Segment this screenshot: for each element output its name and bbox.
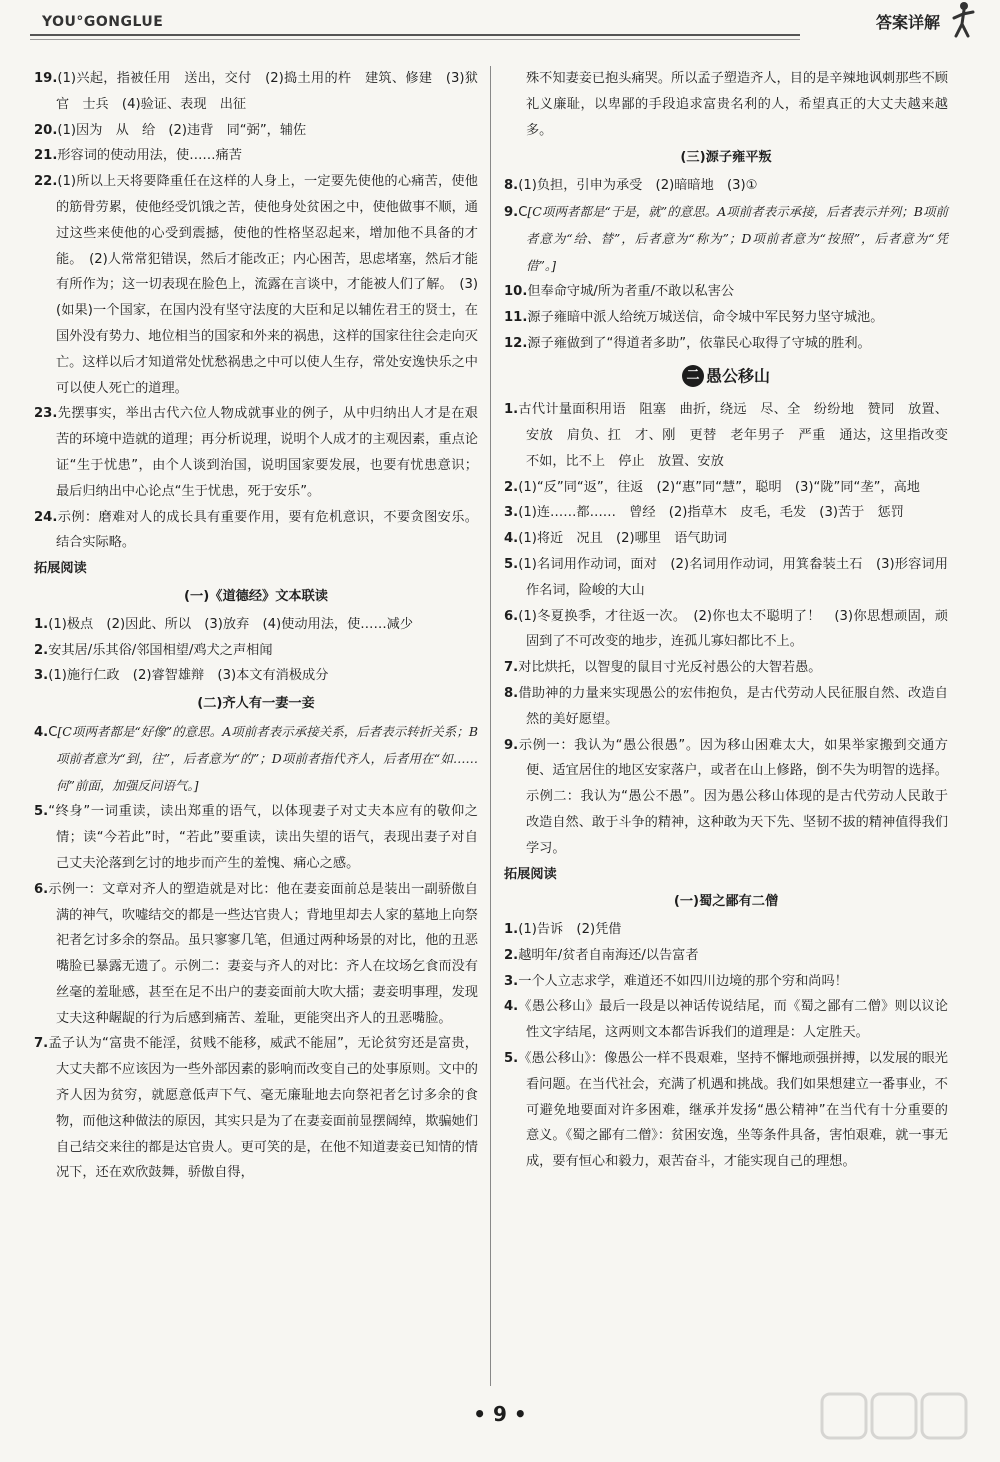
answer-text: (1)名词用作动词，面对 (2)名词用作动词，用箕畚装土石 (3)形容词用作名词，险峻的大山: [518, 556, 948, 598]
answer-note: [C项两者都是“于是，就”的意思。A项前者表示承接，后者表示并列；B项前者意为“给、替”，后者意为“称为”；D项前者意为“按照”，后者意为“凭借”。]: [526, 203, 948, 273]
answer-text: 借助神的力量来实现愚公的宏伟抱负，是古代劳动人民征服自然、改造自然的美好愿望。: [518, 685, 948, 727]
answer-item: [504, 655, 948, 681]
answer-item: [504, 969, 948, 995]
answer-number: 4.: [504, 531, 519, 547]
answer-text: (1)因为 从 给 (2)违背 同“弼”，辅佐: [57, 122, 307, 138]
answer-item: [34, 169, 478, 401]
answer-number: 7.: [504, 660, 519, 676]
answer-text: (1)极点 (2)因此、所以 (3)放弃 (4)使动用法，使……减少: [48, 616, 414, 632]
answer-text: 示例一：我认为“愚公很愚”。因为移山困难太大，如果举家搬到交通方便、适宜居住的地区安家落户，或者在山上修路，倒不失为明智的选择。示例二：我认为“愚公不愚”。因为愚公移山体现的是古代劳动人民敢于改造自然、敢于斗争的精神，这种敢为天下先、坚韧不拔的精神值得我们学习。: [518, 737, 948, 856]
answer-text: 安其居/乐其俗/邻国相望/鸡犬之声相闻: [48, 642, 273, 658]
answer-number: 6.: [504, 608, 519, 624]
answer-item: [504, 1046, 948, 1175]
answer-item: [504, 681, 948, 733]
answer-number: 23.: [34, 406, 58, 422]
answer-item: [504, 552, 948, 604]
answer-item: [34, 612, 478, 638]
answer-text: 越明年/贫者自南海还/以告富者: [518, 947, 699, 963]
answer-text: (1)所以上天将要降重任在这样的人身上，一定要先使他的心痛苦，使他的筋骨劳累，使他经受饥饿之苦，使他身处贫困之中，使他做事不顺，通过这些来使他的心受到震撼，使他的性格坚忍起来，增加他不具备的才能。 (2)人常常犯错误，然后才能改正；内心困苦，思虑堵塞，然后才能有所作为；这一切表现在脸色上，流露在言谈中，才能被人们了解。 (3)(如果)一个国家，在国内没有坚守法度的大臣和足以辅佐君王的贤士，在国外没有势力、地位相当的国家和外来的祸患，这样的国家往往会走向灭亡。这样以后才知道常处忧愁祸患之中可以使人生存，常处安逸快乐之中可以使人死亡的道理。: [56, 174, 478, 396]
answer-item: [34, 663, 478, 689]
answer-item: [504, 733, 948, 862]
passage-title: (一)《道德经》文本联读: [184, 588, 328, 604]
answer-item: [504, 279, 948, 305]
answer-number: 8.: [504, 178, 519, 194]
page-header: [30, 18, 970, 58]
answer-item: [34, 877, 478, 1032]
left-column: [34, 66, 478, 1186]
answer-text: 孟子认为“富贵不能淫，贫贱不能移，威武不能屈”，无论贫穷还是富贵，大丈夫都不应该因为一些外部因素的影响而改变自己的处事原则。文中的齐人因为贫穷，就愿意低声下气、毫无廉耻地去向祭祀者乞讨多余的食物，而他这种做法的原因，其实只是为了在妻妾面前显摆阔绰，欺骗她们自己结交来往的都是达官贵人。更可笑的是，在他不知道妻妾已知情的情况下，还在欢欣鼓舞，骄傲自得，: [48, 1036, 478, 1181]
answer-number: 5.: [504, 1051, 519, 1067]
answer-number: 12.: [504, 335, 528, 351]
answer-number: 5.: [34, 804, 49, 820]
answer-number: 19.: [34, 71, 58, 86]
page-number: • 9 •: [473, 1402, 527, 1426]
answer-item: [504, 173, 948, 199]
answer-item: [504, 199, 948, 279]
answer-text: (1)连……都…… 曾经 (2)指草木 皮毛，毛发 (3)苦于 惩罚: [518, 505, 904, 521]
passage-title: (二)齐人有一妻一妾: [197, 696, 315, 712]
answer-continuation: 殊不知妻妾已抱头痛哭。所以孟子塑造齐人，目的是辛辣地讽刺那些不顾礼义廉耻，以卑鄙的手段追求富贵名利的人，希望真正的大丈夫越来越多。: [526, 71, 948, 138]
header-rule: [30, 34, 800, 36]
answer-item: [504, 305, 948, 331]
right-column: [504, 66, 962, 1175]
answer-text: 一个人立志求学，难道还不如四川边境的那个穷和尚吗！: [518, 973, 848, 989]
answer-item: [504, 526, 948, 552]
answer-text: 对比烘托，以智叟的鼠目寸光反衬愚公的大智若愚。: [518, 660, 822, 676]
answer-item: [504, 604, 948, 656]
answer-number: 9.: [504, 737, 519, 753]
passage-title: (三)源子雍平叛: [680, 150, 772, 166]
section-heading: 拓展阅读: [504, 866, 557, 882]
answer-number: 1.: [34, 616, 49, 632]
answer-text: 形容词的使动用法，使……痛苦: [57, 148, 242, 164]
lesson-title: [504, 363, 948, 389]
answer-text: “终身”一词重读，读出郑重的语气，以体现妻子对丈夫本应有的敬仰之情；读“今若此”时，“若此”要重读，读出失望的语气，表现出妻子对自己丈夫沦落到乞讨的地步而产生的羞愧、痛心之感。: [48, 804, 478, 871]
answer-number: 2.: [34, 642, 49, 658]
answer-number: 1.: [504, 402, 519, 418]
answer-text: 示例一：文章对齐人的塑造就是对比：他在妻妾面前总是装出一副骄傲自满的神气，吹嘘结交的都是一些达官贵人；背地里却去人家的墓地上向祭祀者乞讨多余的祭品。虽只寥寥几笔，但通过两种场景的对比，他的丑恶嘴脸已暴露无遗了。示例二：妻妾与齐人的对比：齐人在坟场乞食而没有丝毫的羞耻感，甚至在足不出户的妻妾面前大吹大擂；妻妾明事理，发现丈夫这种龌龊的行为后感到痛苦、羞耻，更能突出齐人的丑恶嘴脸。: [48, 881, 478, 1026]
answer-item: [34, 118, 478, 144]
brand-logo-text: YOU°GONGLUE: [42, 14, 164, 30]
answer-number: 20.: [34, 122, 58, 138]
answer-item: [34, 719, 478, 799]
answer-item: [34, 638, 478, 664]
section-heading: 拓展阅读: [34, 561, 87, 577]
answer-text: C: [48, 724, 58, 740]
answer-number: 6.: [34, 881, 49, 897]
answer-item: [504, 397, 962, 474]
answer-item: [34, 401, 478, 504]
answer-note: [C项两者都是“好像”的意思。A项前者表示承接关系，后者表示转折关系；B项前者意为“到，往”，后者意为“的”；D项前者指代齐人，后者用在“如……何”前面，加强反问语气。]: [56, 723, 478, 793]
answer-item: [34, 66, 478, 118]
answer-number: 21.: [34, 148, 58, 164]
answer-item: [34, 799, 478, 876]
answer-number: 7.: [34, 1036, 49, 1052]
answer-text: 古代计量面积用语 阻塞 曲折，绕远 尽、全 纷纷地 赞同 放置、安放 肩负、扛 才、刚 更替 老年男子 严重 通达，这里指改变 不如，比不上 停止 放置、安放: [518, 402, 962, 469]
answer-item: [34, 505, 478, 557]
answer-item: [504, 500, 948, 526]
answer-number: 10.: [504, 284, 528, 300]
lesson-number-badge: 二: [682, 365, 704, 387]
answer-text: (1)冬夏换季，才往返一次。 (2)你也太不聪明了！ (3)你思想顽固，顽固到了不可改变的地步，连孤儿寡妇都比不上。: [518, 608, 948, 650]
answer-text: 先摆事实，举出古代六位人物成就事业的例子，从中归纳出人才是在艰苦的环境中造就的道理；再分析说理，说明个人成才的主观因素，重点论证“生于忧患”，由个人谈到治国，说明国家要发展，也要有忧患意识；最后归纳出中心论点“生于忧患，死于安乐”。: [56, 406, 478, 499]
runner-figure-icon: [948, 0, 978, 40]
answer-number: 5.: [504, 556, 519, 572]
answer-text: 《愚公移山》：像愚公一样不畏艰难，坚持不懈地顽强拼搏，以发展的眼光看问题。在当代社会，充满了机遇和挑战。我们如果想建立一番事业，不可避免地要面对许多困难，继承并发扬“愚公精神”在当代有十分重要的意义。《蜀之鄙有二僧》：贫困安逸，坐等条件具备，害怕艰难，就一事无成，要有恒心和毅力，艰苦奋斗，才能实现自己的理想。: [518, 1051, 948, 1170]
watermark-logo: [820, 1388, 970, 1448]
answer-item: [34, 143, 478, 169]
answer-text: 源子雍做到了“得道者多助”，依靠民心取得了守城的胜利。: [527, 335, 871, 351]
answer-number: 4.: [34, 724, 49, 740]
answer-number: 4.: [504, 999, 519, 1015]
answer-number: 22.: [34, 174, 58, 190]
answer-number: 1.: [504, 922, 519, 938]
answer-text: (1)告诉 (2)凭借: [518, 922, 622, 938]
answer-text: (1)“反”同“返”，往返 (2)“惠”同“慧”，聪明 (3)“陇”同“垄”，高地: [518, 479, 920, 495]
answer-item: [504, 943, 948, 969]
answer-number: 3.: [34, 668, 49, 684]
answer-item: [504, 994, 948, 1046]
lesson-title-text: 愚公移山: [705, 366, 770, 386]
answer-number: 2.: [504, 479, 519, 495]
answer-text: (1)负担，引申为承受 (2)暗暗地 (3)①: [518, 178, 758, 194]
answer-text: 但奉命守城/所为者重/不敢以私害公: [527, 284, 735, 300]
answer-number: 3.: [504, 973, 519, 989]
answer-number: 3.: [504, 505, 519, 521]
section-label: 答案详解: [875, 13, 940, 32]
answer-text: 示例：磨难对人的成长具有重要作用，要有危机意识，不要贪图安乐。结合实际略。: [56, 509, 478, 551]
answer-text: 源子雍暗中派人给统万城送信，命令城中军民努力坚守城池。: [527, 310, 884, 326]
answer-item: [504, 475, 948, 501]
answer-text: (1)施行仁政 (2)睿智雄辩 (3)本文有消极成分: [48, 668, 329, 684]
answer-text: 《愚公移山》最后一段是以神话传说结尾，而《蜀之鄙有二僧》则以议论性文字结尾，这两则文本都告诉我们的道理是：人定胜天。: [518, 999, 948, 1041]
answer-text: (1)将近 况且 (2)哪里 语气助词: [518, 531, 727, 547]
answer-number: 11.: [504, 310, 528, 326]
answer-number: 8.: [504, 685, 519, 701]
answer-text: (1)兴起，指被任用 送出，交付 (2)捣土用的杵 建筑、修建 (3)狱官 士兵 (4)验证、表现 出征: [56, 71, 478, 112]
answer-text: C: [518, 204, 528, 220]
answer-item: [504, 331, 948, 357]
answer-number: 2.: [504, 947, 519, 963]
answer-number: 24.: [34, 509, 58, 525]
column-divider: [490, 66, 491, 1386]
answer-item: [504, 917, 948, 943]
answer-number: 9.: [504, 204, 519, 220]
passage-title: (一)蜀之鄙有二僧: [673, 894, 779, 910]
header-rule-thin: [30, 39, 800, 40]
answer-item: [34, 1031, 478, 1186]
